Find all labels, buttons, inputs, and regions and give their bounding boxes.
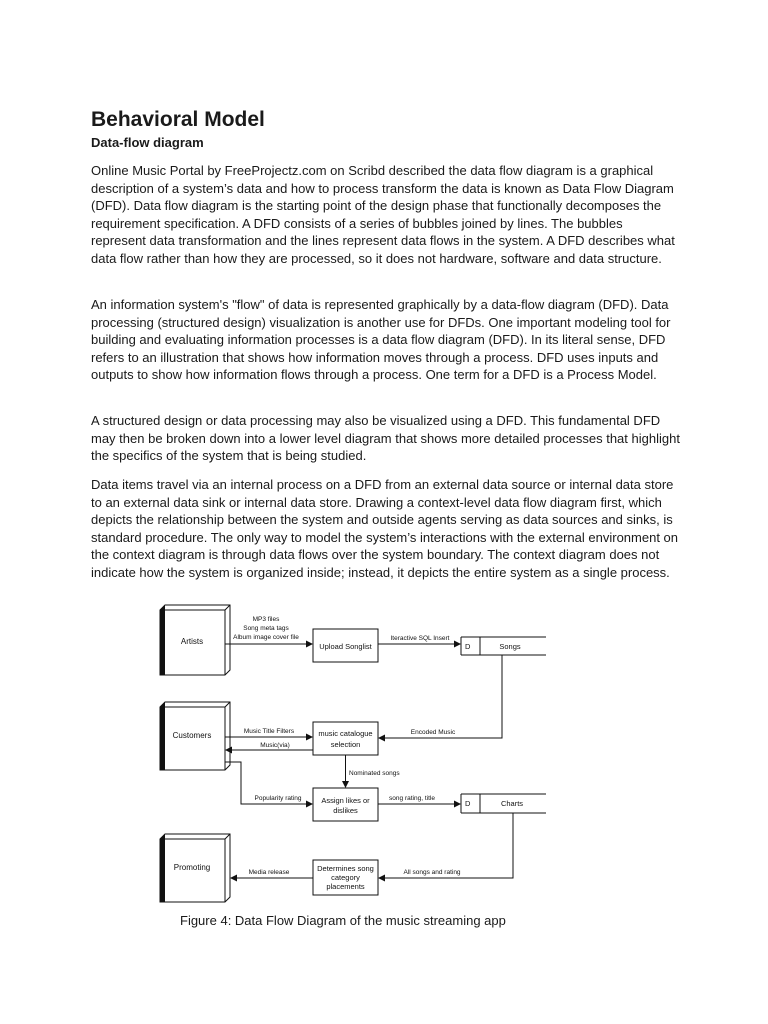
catalogue-label-1: music catalogue — [318, 729, 373, 738]
flow-filters-label: Music Title Filters — [243, 728, 295, 735]
flow-artists-upload — [225, 616, 312, 644]
data-store-songs — [461, 637, 546, 655]
flow-meta-label: Song meta tags — [243, 625, 289, 632]
assign-label-2: dislikes — [333, 806, 358, 815]
flow-music-label: Music(via) — [260, 742, 290, 749]
data-flow-diagram — [150, 600, 550, 905]
paragraph-2: An information system's "flow" of data is represented graphically by a data-flow diagram (DFD). Data processing (structured design) visualization is another use for DFDs. One important modeling tool for building and evaluating information processes is a data flow diagram (DFD). In its literal sense, DFD refers to an illustration that shows how information moves through a process. DFD uses inputs and outputs to show how information flows through a process. One term for a DFD is a Process Model. — [91, 297, 671, 383]
paragraph-4: Data items travel via an internal process on a DFD from an external data source or internal data store to an external data sink or internal data store. Drawing a context-level data flow diagram first, which depicts the relationship between the system and outside agents serving as data sources and sinks, is standard procedure. The only way to model the system’s interactions with the external environment on the context diagram is through data flows over the system boundary. The context diagram does not indicate how the system is organized inside; instead, it depicts the entire system as a single process. — [91, 477, 678, 580]
upload-label: Upload Songlist — [319, 642, 372, 651]
promoting-label: Promoting — [173, 863, 211, 872]
process-music-catalogue — [313, 722, 378, 755]
customers-label: Customers — [172, 731, 212, 740]
process-determine-placements — [313, 860, 378, 895]
flow-catalogue-customers — [226, 742, 313, 750]
flow-all-songs-label: All songs and rating — [403, 869, 461, 876]
flow-popularity-label: Popularity rating — [254, 795, 302, 802]
flow-customers-assign — [225, 762, 312, 804]
flow-nominated-label: Nominated songs — [349, 770, 400, 777]
paragraph-1: Online Music Portal by FreeProjectz.com on Scribd described the data flow diagram is a graphical description of a system’s data and how to process transform the data is known as Data Flow Diagram (DFD). Data flow diagram is the starting point of the design phase that functionally decomposes the requirement specification. A DFD consists of a series of bubbles joined by lines. The bubbles represent data transformation and the lines represent data flows in the system. A DFD describes what data flow rather than how they are processed, so it does not hardware, software and data structure. — [91, 163, 675, 266]
songs-store-id: D — [465, 642, 471, 651]
charts-store-id: D — [465, 799, 471, 808]
determine-label-1: Determines song — [317, 864, 374, 873]
flow-cover-label: Album image cover file — [233, 634, 299, 641]
flow-media-label: Media release — [248, 869, 290, 876]
charts-store-label: Charts — [500, 799, 524, 808]
data-store-charts — [461, 794, 546, 813]
external-entity-customers — [160, 702, 230, 770]
flow-catalogue-assign — [346, 755, 401, 787]
process-assign-likes — [313, 788, 378, 821]
catalogue-label-2: selection — [330, 740, 361, 749]
flow-upload-songs — [378, 635, 460, 644]
flow-sql-label: Iteractive SQL Insert — [390, 635, 450, 642]
page-title: Behavioral Model — [91, 108, 265, 131]
flow-assign-charts — [378, 795, 460, 804]
songs-store-label: Songs — [499, 642, 521, 651]
flow-mp3-label: MP3 files — [252, 616, 280, 623]
process-upload-songlist — [313, 629, 378, 662]
flow-encoded-label: Encoded Music — [410, 729, 456, 736]
flow-rating-title-label: song rating, title — [389, 795, 435, 802]
artists-label: Artists — [180, 637, 204, 646]
assign-label-1: Assign likes or — [321, 796, 370, 805]
figure-caption: Figure 4: Data Flow Diagram of the music streaming app — [180, 913, 506, 928]
external-entity-artists — [160, 605, 230, 675]
determine-label-2: category — [331, 873, 360, 882]
paragraph-3: A structured design or data processing may also be visualized using a DFD. This fundamental DFD may then be broken down into a lower level diagram that shows more detailed processes that highlight the specifics of the system that is being studied. — [91, 413, 680, 464]
flow-customers-catalogue — [225, 728, 312, 737]
flow-determine-promoting — [231, 869, 313, 878]
section-subtitle: Data-flow diagram — [91, 135, 204, 150]
external-entity-promoting — [160, 834, 230, 902]
flow-songs-catalogue — [379, 655, 502, 738]
determine-label-3: placements — [326, 882, 365, 891]
flow-charts-determine — [379, 813, 513, 878]
